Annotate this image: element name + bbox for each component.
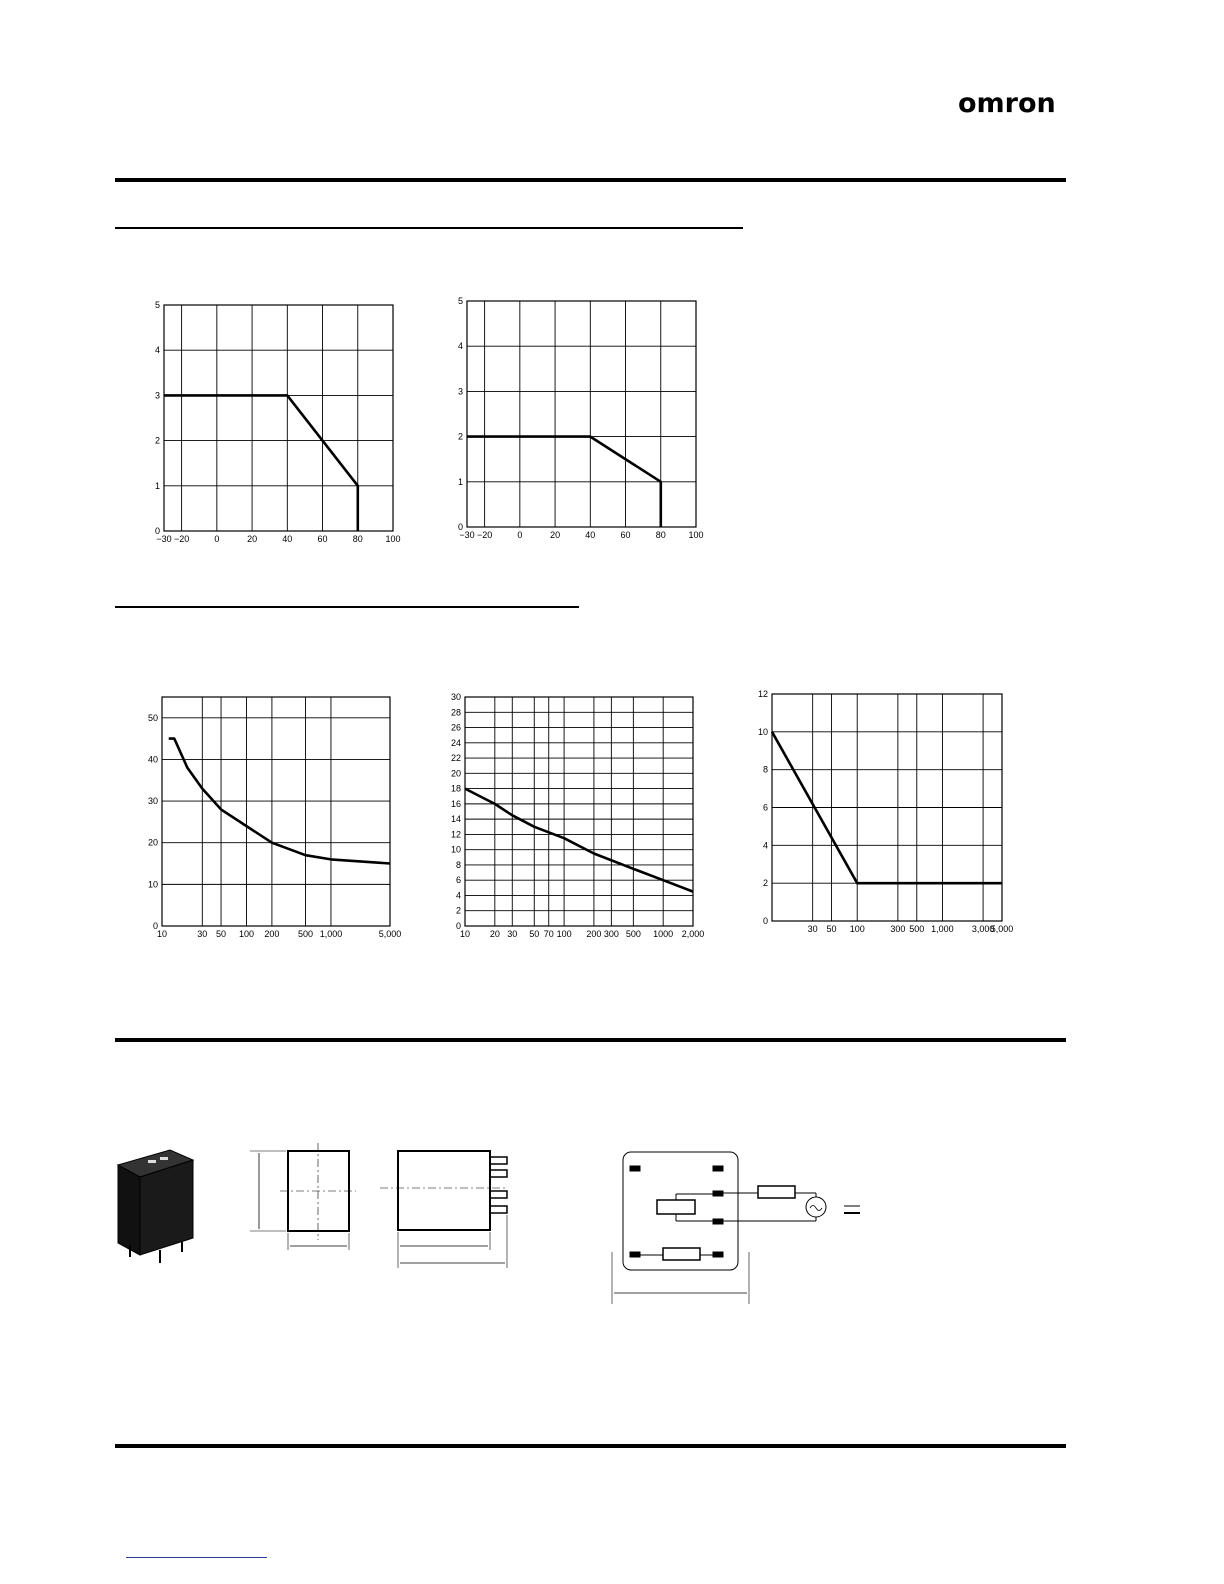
y-tick-label: 6 bbox=[762, 802, 768, 813]
y-tick-label: 16 bbox=[450, 798, 461, 809]
x-tick-label: 100 bbox=[385, 534, 401, 544]
y-tick-label: 18 bbox=[450, 783, 461, 794]
y-tick-label: 20 bbox=[147, 837, 158, 848]
y-tick-label: 26 bbox=[450, 722, 461, 733]
x-tick-label: 70 bbox=[543, 929, 554, 939]
y-tick-label: 14 bbox=[450, 814, 461, 825]
x-tick-label: 40 bbox=[282, 534, 293, 544]
x-tick-label: 100 bbox=[688, 530, 704, 540]
x-tick-label: −30 bbox=[459, 530, 475, 540]
y-tick-label: 0 bbox=[154, 526, 160, 536]
x-tick-label: −20 bbox=[476, 530, 493, 540]
y-tick-label: 24 bbox=[450, 737, 461, 748]
y-tick-label: 6 bbox=[455, 875, 461, 886]
x-tick-label: 2,000 bbox=[681, 929, 705, 939]
plot-frame bbox=[465, 697, 693, 926]
x-tick-label: −20 bbox=[173, 534, 190, 544]
y-tick-label: 4 bbox=[457, 341, 463, 352]
x-tick-label: 300 bbox=[603, 929, 619, 939]
y-tick-label: 0 bbox=[457, 522, 463, 532]
x-tick-label: 80 bbox=[352, 534, 363, 544]
y-tick-label: 3 bbox=[154, 390, 160, 401]
plot-frame bbox=[162, 697, 390, 926]
y-tick-label: 8 bbox=[762, 764, 768, 775]
y-tick-label: 5 bbox=[457, 296, 463, 306]
x-tick-label: 20 bbox=[550, 530, 561, 540]
y-tick-label: 2 bbox=[762, 878, 768, 889]
x-tick-label: 40 bbox=[585, 530, 596, 540]
x-tick-label: 500 bbox=[298, 929, 314, 939]
x-tick-label: 1,000 bbox=[931, 924, 954, 934]
y-tick-label: 30 bbox=[147, 796, 158, 807]
x-tick-label: 20 bbox=[489, 929, 500, 939]
y-tick-label: 4 bbox=[455, 890, 461, 901]
x-tick-label: 300 bbox=[890, 924, 906, 934]
series-line bbox=[164, 395, 358, 531]
y-tick-label: 10 bbox=[450, 844, 461, 855]
x-tick-label: 30 bbox=[807, 924, 818, 934]
x-tick-label: 200 bbox=[586, 929, 602, 939]
x-tick-label: 20 bbox=[247, 534, 258, 544]
y-tick-label: 2 bbox=[457, 431, 463, 442]
y-tick-label: 0 bbox=[762, 916, 768, 926]
y-tick-label: 3 bbox=[457, 386, 463, 397]
x-tick-label: 1,000 bbox=[319, 929, 343, 939]
chart-derating-2 bbox=[458, 296, 704, 540]
y-tick-label: 40 bbox=[147, 754, 158, 765]
chart-surge-3 bbox=[758, 689, 1013, 934]
x-tick-label: 0 bbox=[214, 534, 220, 544]
x-tick-label: 10 bbox=[156, 929, 168, 939]
y-tick-label: 1 bbox=[457, 476, 463, 487]
y-tick-label: 28 bbox=[450, 707, 461, 718]
y-tick-label: 4 bbox=[154, 345, 160, 356]
x-tick-label: 1000 bbox=[653, 929, 674, 939]
y-tick-label: 20 bbox=[450, 768, 461, 779]
x-tick-label: 5,000 bbox=[378, 929, 402, 939]
relay-photo bbox=[118, 1150, 193, 1263]
x-tick-label: 100 bbox=[556, 929, 572, 939]
dimension-front-view bbox=[250, 1143, 356, 1250]
x-tick-label: −30 bbox=[156, 534, 172, 544]
x-tick-label: 60 bbox=[317, 534, 328, 544]
y-tick-label: 1 bbox=[154, 480, 160, 491]
x-tick-label: 0 bbox=[517, 530, 523, 540]
y-tick-label: 30 bbox=[450, 692, 461, 702]
y-tick-label: 12 bbox=[450, 829, 461, 840]
x-tick-label: 200 bbox=[264, 929, 280, 939]
y-tick-label: 0 bbox=[455, 921, 461, 931]
x-tick-label: 10 bbox=[459, 929, 471, 939]
chart-surge-1 bbox=[148, 697, 401, 939]
x-tick-label: 100 bbox=[849, 924, 865, 934]
y-tick-label: 50 bbox=[147, 712, 158, 723]
x-tick-label: 5,000 bbox=[990, 924, 1014, 934]
y-tick-label: 22 bbox=[450, 753, 461, 764]
y-tick-label: 4 bbox=[762, 840, 768, 851]
chart-derating-1 bbox=[155, 300, 401, 544]
y-tick-label: 10 bbox=[147, 879, 158, 890]
y-tick-label: 12 bbox=[757, 689, 768, 699]
omron-logo: omron bbox=[958, 88, 1056, 119]
x-tick-label: 500 bbox=[909, 924, 925, 934]
chart-surge-2 bbox=[451, 692, 704, 939]
x-tick-label: 80 bbox=[655, 530, 666, 540]
y-tick-label: 10 bbox=[757, 726, 768, 737]
y-tick-label: 0 bbox=[152, 921, 158, 931]
x-tick-label: 100 bbox=[238, 929, 254, 939]
x-tick-label: 60 bbox=[620, 530, 631, 540]
y-tick-label: 8 bbox=[455, 859, 461, 870]
x-tick-label: 500 bbox=[625, 929, 641, 939]
y-tick-label: 2 bbox=[154, 435, 160, 446]
x-tick-label: 30 bbox=[507, 929, 518, 939]
x-tick-label: 50 bbox=[529, 929, 540, 939]
x-tick-label: 30 bbox=[197, 929, 208, 939]
y-tick-label: 2 bbox=[455, 905, 461, 916]
y-tick-label: 5 bbox=[154, 300, 160, 310]
x-tick-label: 50 bbox=[216, 929, 227, 939]
terminal-diagram bbox=[612, 1152, 860, 1304]
x-tick-label: 50 bbox=[826, 924, 837, 934]
dimension-side-view bbox=[380, 1151, 507, 1268]
x-tick-label: 3,000 bbox=[971, 924, 995, 934]
